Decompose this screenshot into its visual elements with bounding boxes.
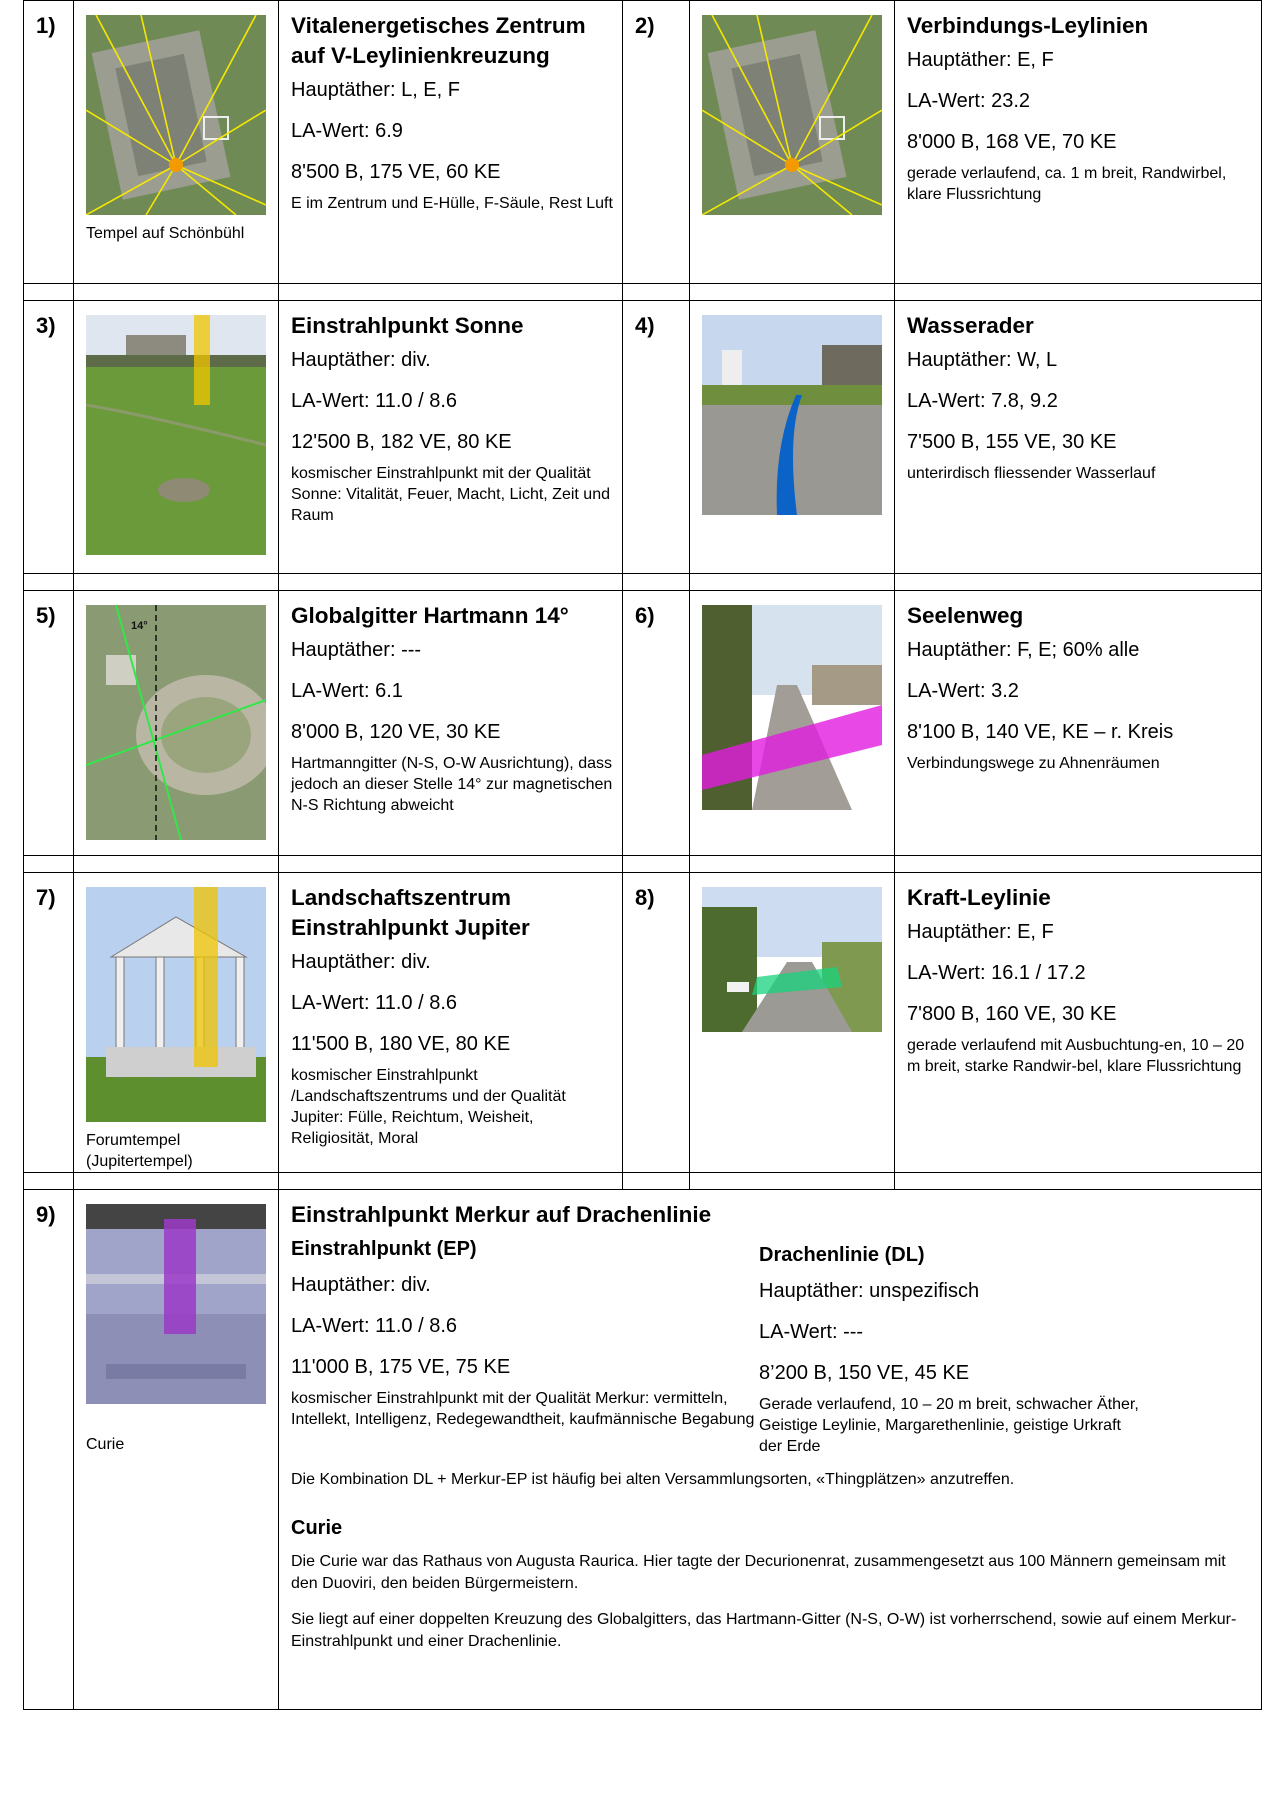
entry-description: E im Zentrum und E-Hülle, F-Säule, Rest Luft <box>291 195 613 212</box>
dl-hauptaether: Hauptäther: unspezifisch <box>759 1280 980 1302</box>
entry-number: 3) <box>24 301 74 574</box>
entry-image-cell <box>74 591 279 856</box>
entry-text-cell <box>895 873 1262 1173</box>
entry-description: gerade verlaufend mit Ausbuchtung-en, 10 – 20 m breit, starke Randwir-bel, klare Flussrichtung <box>907 1037 1245 1075</box>
entry-number: 5) <box>24 591 74 856</box>
entry-title: Verbindungs-Leylinien <box>907 13 1149 38</box>
entry-title: Landschaftszentrum Einstrahlpunkt Jupiter <box>291 885 530 940</box>
entry-description: kosmischer Einstrahlpunkt mit der Qualität Sonne: Vitalität, Feuer, Macht, Licht, Zeit und Raum <box>291 465 610 524</box>
entry-text-cell <box>895 1 1262 284</box>
entry-image-cell <box>690 301 895 574</box>
dl-heading: Drachenlinie (DL) <box>759 1244 925 1266</box>
spacer-row <box>24 574 1262 591</box>
aerial-temple-photo <box>86 15 266 215</box>
entry-row-4 <box>24 873 1262 1173</box>
entry-image-cell <box>690 873 895 1173</box>
entry-number: 2) <box>623 1 690 284</box>
entry-hauptaether: Hauptäther: E, F <box>907 921 1054 943</box>
entry-text-cell <box>895 301 1262 574</box>
ep-values: 11'000 B, 175 VE, 75 KE <box>291 1356 511 1378</box>
spacer-row <box>24 856 1262 873</box>
curie-heading: Curie <box>291 1517 343 1539</box>
entry-description: Verbindungswege zu Ahnenräumen <box>907 755 1160 772</box>
entry-hauptaether: Hauptäther: --- <box>291 639 422 661</box>
entry-image-cell <box>690 591 895 856</box>
entry-row-5 <box>24 1190 1262 1710</box>
entry-hauptaether: Hauptäther: E, F <box>907 49 1054 71</box>
entry-la-wert: LA-Wert: 11.0 / 8.6 <box>291 992 458 1014</box>
ep-heading: Einstrahlpunkt (EP) <box>291 1238 477 1260</box>
entry-text-cell <box>279 301 623 574</box>
entry-values: 11'500 B, 180 VE, 80 KE <box>291 1033 511 1055</box>
entry-la-wert: LA-Wert: 7.8, 9.2 <box>907 390 1058 412</box>
entry-row-1 <box>24 1 1262 284</box>
entry-image-cell <box>74 1 279 284</box>
image-caption: Curie <box>86 1436 125 1453</box>
ep-hauptaether: Hauptäther: div. <box>291 1274 431 1296</box>
power-leyline-photo <box>702 887 882 1032</box>
entry-values: 7'800 B, 160 VE, 30 KE <box>907 1003 1117 1025</box>
global-grid-aerial-photo <box>86 605 266 840</box>
combination-note: Die Kombination DL + Merkur-EP ist häufig bei alten Versammlungsorten, «Thingplätzen» anzutreffen. <box>291 1471 1015 1488</box>
dl-column <box>759 1236 1139 1457</box>
forum-temple-photo <box>86 887 266 1122</box>
entry-title: Globalgitter Hartmann 14° <box>291 603 569 628</box>
entry-number: 6) <box>623 591 690 856</box>
image-caption: Tempel auf Schönbühl <box>86 225 245 242</box>
entry-la-wert: LA-Wert: 16.1 / 17.2 <box>907 962 1086 984</box>
entry-description: Hartmanngitter (N-S, O-W Ausrichtung), dass jedoch an dieser Stelle 14° zur magnetischen N-S Richtung abweicht <box>291 755 613 814</box>
aerial-leylines-photo <box>702 15 882 215</box>
entry-title: Kraft-Leylinie <box>907 885 1051 910</box>
entry-title: Einstrahlpunkt Sonne <box>291 313 524 338</box>
entry-description: gerade verlaufend, ca. 1 m breit, Randwirbel, klare Flussrichtung <box>907 165 1227 203</box>
curie-photo <box>86 1204 266 1404</box>
field-sun-photo <box>86 315 266 555</box>
grid-angle-label: 14° <box>131 620 148 632</box>
curie-paragraph-2: Sie liegt auf einer doppelten Kreuzung des Globalgitters, das Hartmann-Gitter (N-S, O-W) ist vorherrschend, sowie auf einem Merkur-Einstrahlpunkt und einer Drachenlinie. <box>291 1611 1237 1650</box>
entry-hauptaether: Hauptäther: W, L <box>907 349 1058 371</box>
entry-text-cell <box>279 1 623 284</box>
entry-number: 7) <box>24 873 74 1173</box>
entry-hauptaether: Hauptäther: L, E, F <box>291 79 460 101</box>
entry-image-cell <box>74 301 279 574</box>
entry-values: 12'500 B, 182 VE, 80 KE <box>291 431 512 453</box>
entry-text-cell <box>279 873 623 1173</box>
spacer-row <box>24 284 1262 301</box>
entry-row-2 <box>24 301 1262 574</box>
entry-title: Vitalenergetisches Zentrum auf V-Leylinienkreuzung <box>291 13 586 68</box>
entry-number: 9) <box>24 1190 74 1710</box>
entry-image-cell <box>74 873 279 1173</box>
spacer-row <box>24 1173 1262 1190</box>
ep-la-wert: LA-Wert: 11.0 / 8.6 <box>291 1315 458 1337</box>
entries-table <box>23 0 1262 1710</box>
entry-la-wert: LA-Wert: 11.0 / 8.6 <box>291 390 458 412</box>
dl-la-wert: LA-Wert: --- <box>759 1321 864 1343</box>
entry-la-wert: LA-Wert: 23.2 <box>907 90 1031 112</box>
entry-title: Einstrahlpunkt Merkur auf Drachenlinie <box>291 1202 712 1227</box>
entry-title: Wasserader <box>907 313 1034 338</box>
entry-number: 4) <box>623 301 690 574</box>
entry-hauptaether: Hauptäther: div. <box>291 349 431 371</box>
entry-text-cell <box>279 591 623 856</box>
image-caption: Forumtempel (Jupitertempel) <box>86 1132 193 1170</box>
entry-text-cell <box>279 1190 1262 1710</box>
entry-values: 8'500 B, 175 VE, 60 KE <box>291 161 501 183</box>
entry-number: 8) <box>623 873 690 1173</box>
entry-la-wert: LA-Wert: 6.9 <box>291 120 403 142</box>
entry-title: Seelenweg <box>907 603 1024 628</box>
entry-text-cell <box>895 591 1262 856</box>
entry-la-wert: LA-Wert: 6.1 <box>291 680 403 702</box>
ep-column <box>291 1236 759 1457</box>
entry-hauptaether: Hauptäther: F, E; 60% alle <box>907 639 1140 661</box>
two-column-block <box>291 1236 1253 1457</box>
soul-path-photo <box>702 605 882 810</box>
water-vein-photo <box>702 315 882 515</box>
entry-la-wert: LA-Wert: 3.2 <box>907 680 1019 702</box>
entry-image-cell <box>690 1 895 284</box>
ep-description: kosmischer Einstrahlpunkt mit der Qualität Merkur: vermitteln, Intellekt, Intelligenz, Redegewandtheit, kaufmännische Begabung <box>291 1390 755 1428</box>
entry-row-3 <box>24 591 1262 856</box>
entry-image-cell <box>74 1190 279 1710</box>
entry-description: kosmischer Einstrahlpunkt /Landschaftszentrums und der Qualität Jupiter: Fülle, Reichtum, Weisheit, Religiosität, Moral <box>291 1067 566 1147</box>
entry-hauptaether: Hauptäther: div. <box>291 951 431 973</box>
entry-values: 8'000 B, 168 VE, 70 KE <box>907 131 1117 153</box>
entry-values: 8'000 B, 120 VE, 30 KE <box>291 721 501 743</box>
entry-values: 8'100 B, 140 VE, KE – r. Kreis <box>907 721 1174 743</box>
entry-number: 1) <box>24 1 74 284</box>
dl-description: Gerade verlaufend, 10 – 20 m breit, schwacher Äther, Geistige Leylinie, Margarethenlinie, geistige Urkraft der Erde <box>759 1396 1139 1455</box>
dl-values: 8’200 B, 150 VE, 45 KE <box>759 1362 970 1384</box>
curie-paragraph-1: Die Curie war das Rathaus von Augusta Raurica. Hier tagte der Decurionenrat, zusammengesetzt aus 100 Männern gemeinsam mit den Duoviri, den beiden Bürgermeistern. <box>291 1553 1226 1592</box>
entry-description: unterirdisch fliessender Wasserlauf <box>907 465 1156 482</box>
entry-values: 7'500 B, 155 VE, 30 KE <box>907 431 1117 453</box>
